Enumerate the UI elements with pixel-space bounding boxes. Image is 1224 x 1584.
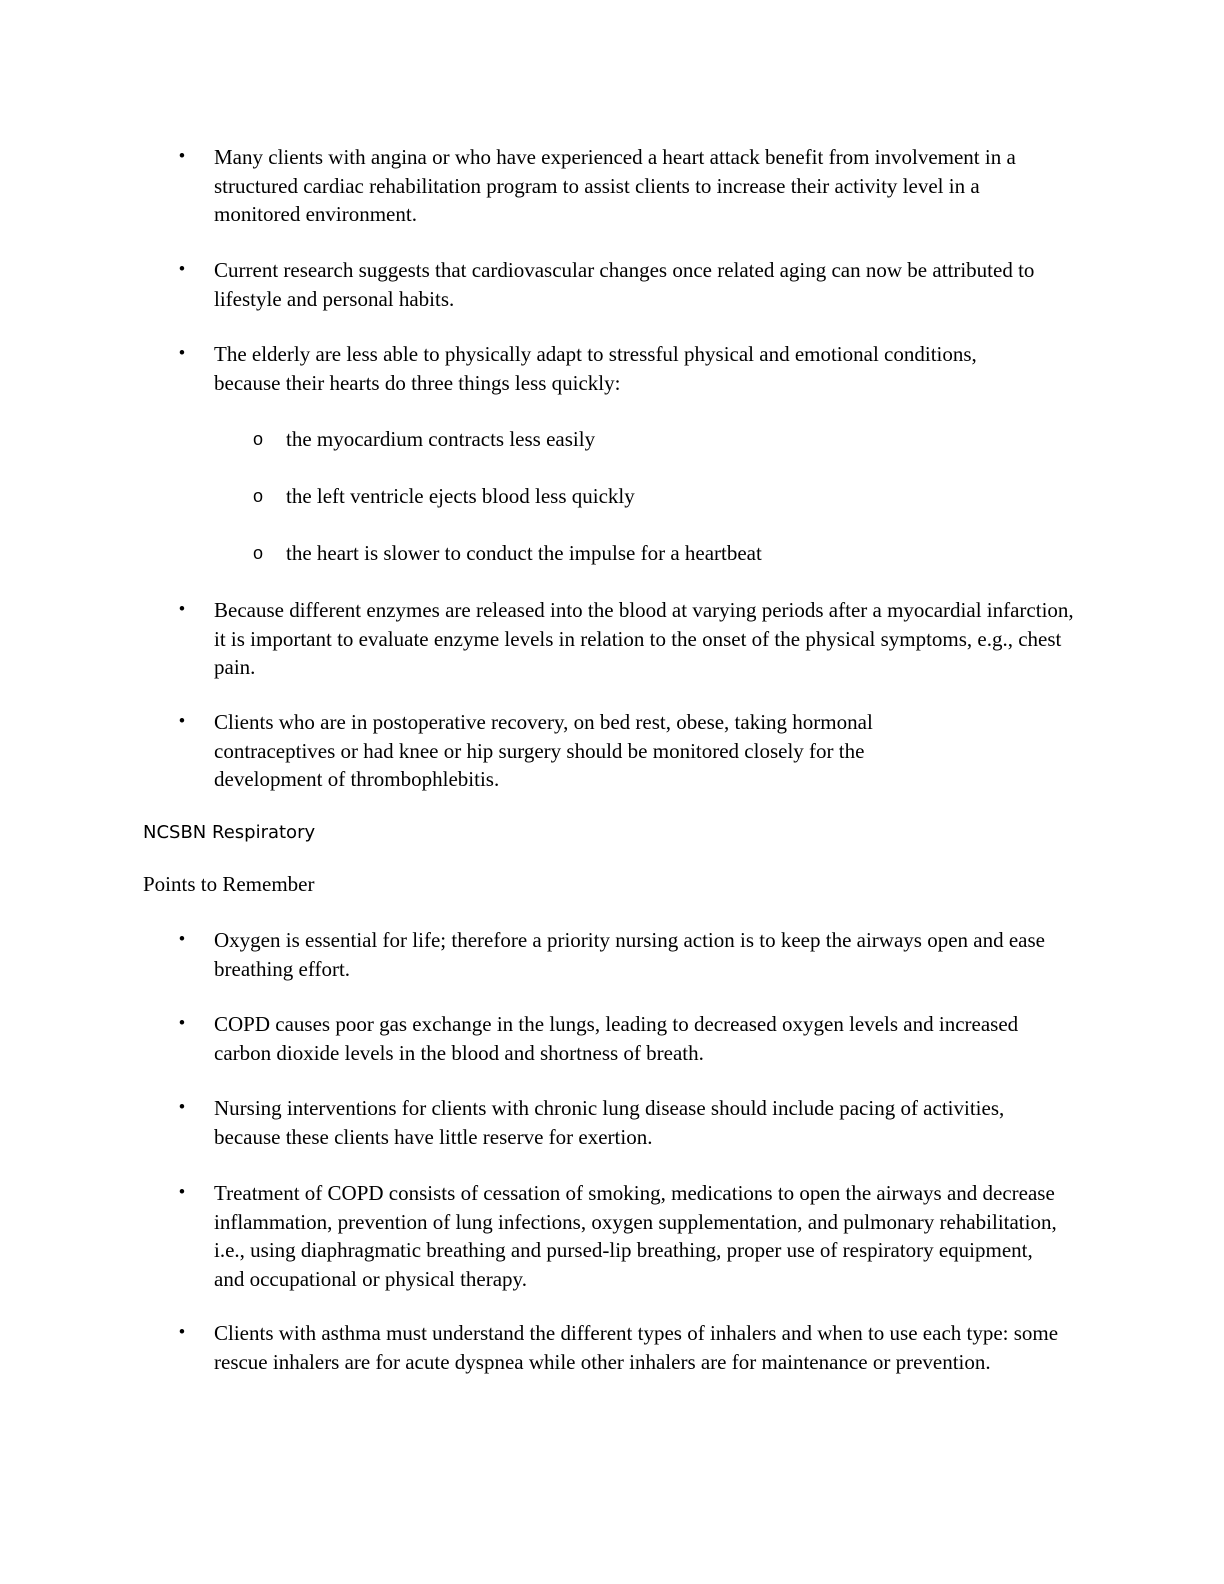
bullet-text: Clients who are in postoperative recovery, on bed rest, obese, taking hormonal contraceptives or had knee or hip surgery should be monitored closely for the development of thrombophlebitis. xyxy=(214,710,873,791)
sub-bullet-text: the heart is slower to conduct the impulse for a heartbeat xyxy=(286,541,762,565)
bullet-text: Many clients with angina or who have experienced a heart attack benefit from involvement in a structured cardiac rehabilitation program to assist clients to increase their activity level in a monitored environment. xyxy=(214,145,1016,226)
bullet-marker: • xyxy=(178,1322,186,1343)
bullet-marker: • xyxy=(178,1013,186,1034)
bullet-text: Because different enzymes are released into the blood at varying periods after a myocardial infarction, it is important to evaluate enzyme levels in relation to the onset of the physical symptoms, e.g., chest pain. xyxy=(214,598,1074,679)
bullet-marker: • xyxy=(178,711,186,732)
bullet-marker: • xyxy=(178,599,186,620)
sub-bullet-marker: o xyxy=(252,429,263,449)
bullet-text: Current research suggests that cardiovascular changes once related aging can now be attributed to lifestyle and personal habits. xyxy=(214,258,1035,311)
bullet-marker: • xyxy=(178,1182,186,1203)
section-subheading: Points to Remember xyxy=(143,872,315,896)
bullet-text: COPD causes poor gas exchange in the lungs, leading to decreased oxygen levels and increased carbon dioxide levels in the blood and shortness of breath. xyxy=(214,1012,1019,1065)
sub-bullet-text: the myocardium contracts less easily xyxy=(286,427,596,451)
bullet-text: The elderly are less able to physically adapt to stressful physical and emotional conditions, because their hearts do three things less quickly: xyxy=(214,342,977,395)
bullet-text: Nursing interventions for clients with chronic lung disease should include pacing of activities, because these clients have little reserve for exertion. xyxy=(214,1096,1005,1149)
bullet-text: Treatment of COPD consists of cessation of smoking, medications to open the airways and decrease inflammation, prevention of lung infections, oxygen supplementation, and pulmonary rehabilitation, i.e., using diaphragmatic breathing and pursed-lip breathing, proper use of respiratory equipment, and occupational or physical therapy. xyxy=(214,1181,1057,1291)
bullet-marker: • xyxy=(178,259,186,280)
sub-bullet-text: the left ventricle ejects blood less quickly xyxy=(286,484,635,508)
bullet-text: Oxygen is essential for life; therefore a priority nursing action is to keep the airways open and ease breathing effort. xyxy=(214,928,1045,981)
bullet-marker: • xyxy=(178,929,186,950)
bullet-marker: • xyxy=(178,146,186,167)
sub-bullet-marker: o xyxy=(252,486,263,506)
sub-bullet-marker: o xyxy=(252,543,263,563)
bullet-text: Clients with asthma must understand the different types of inhalers and when to use each type: some rescue inhalers are for acute dyspnea while other inhalers are for maintenance or prevention. xyxy=(214,1321,1059,1374)
bullet-marker: • xyxy=(178,1097,186,1118)
bullet-marker: • xyxy=(178,343,186,364)
section-heading: NCSBN Respiratory xyxy=(143,822,316,843)
